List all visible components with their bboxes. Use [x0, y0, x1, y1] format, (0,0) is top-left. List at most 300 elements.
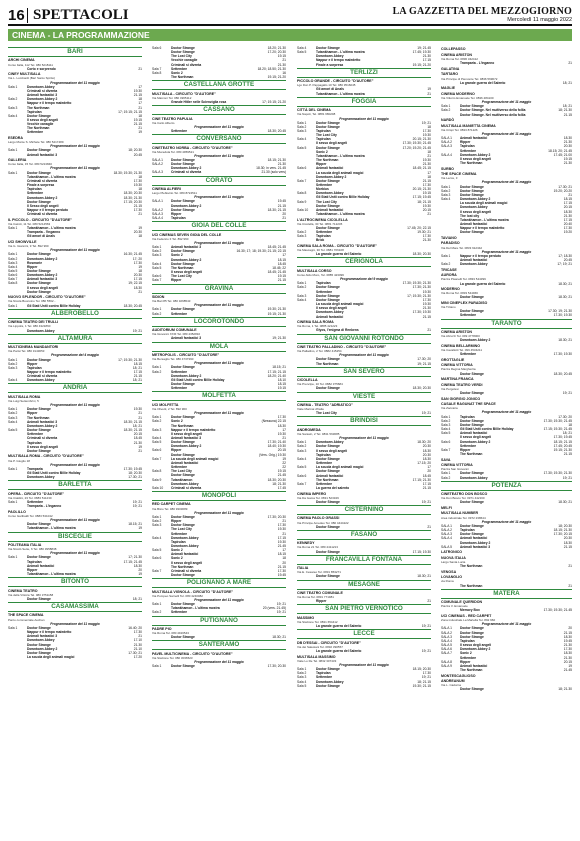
film-title: Tutankhamon - L'ultima mostra — [27, 226, 76, 231]
programme-heading: Programmazione del 11 maggio — [50, 462, 100, 467]
city-heading: SAN SEVERO — [297, 367, 431, 377]
showtimes: 21.30 — [422, 162, 431, 167]
showtimes: 21.15 — [133, 122, 142, 127]
programme-heading: Programmazione del 11 maggio — [50, 518, 100, 523]
film-title: La grande guerra del Salento — [460, 80, 506, 85]
showtime-row — [152, 573, 286, 577]
film-title: Doctor Strange — [460, 188, 484, 193]
film-title: La scuola degli animali magici — [27, 655, 75, 659]
cinema-name: MULTISALA VIGNOLA - CIRCUITO "D'AUTORE" — [152, 589, 234, 594]
showtimes: 17.30; 20.15 — [553, 532, 572, 537]
screen-label: Sala 7 — [297, 481, 307, 486]
showtimes: 19.30 — [133, 183, 142, 188]
screen-label: Sala 2 — [152, 610, 162, 615]
screen-label: Sala 4 — [152, 261, 162, 266]
film-title: Doctor Strange — [171, 157, 195, 162]
showtimes: 19 — [138, 444, 142, 449]
film-title: Gli amori di Anaïs — [27, 234, 55, 239]
screen-label: Sala 1 — [8, 148, 18, 153]
screen-label: Sala 4 — [8, 419, 18, 424]
cinema-name: THE SPACE CINEMA — [441, 172, 477, 177]
city-heading: MESAGNE — [297, 580, 431, 590]
film-title: The Northman — [171, 564, 194, 569]
showtimes: 17.45; 21.00 — [553, 152, 572, 157]
screen-label — [441, 608, 458, 612]
showtimes: 18 — [138, 187, 142, 192]
screen-label: Sala 5 — [152, 440, 162, 445]
showtimes: 17.15; 21.45 — [123, 559, 142, 564]
screen-label — [297, 411, 314, 415]
screen-label: SALA 4 — [152, 216, 163, 221]
film-title: Doctor Strange — [171, 452, 195, 457]
film-title: Doctor Strange — [316, 120, 340, 125]
page-number: 16 — [8, 7, 25, 24]
cinema-name: CITTÀ DEL CINEMA — [297, 108, 331, 113]
film-title: Tapirulan — [460, 144, 475, 149]
cinema-address: Via Olivetti, 2 Tel. 892 960 — [152, 406, 187, 411]
showtime-row — [441, 452, 572, 456]
film-title: Settembre — [316, 183, 333, 187]
showtimes: 19 — [138, 226, 142, 231]
screen-label — [8, 329, 25, 333]
showtimes: 19 — [568, 663, 572, 668]
cinema-name: CINEMA ARISTON — [441, 330, 473, 335]
screen-label: SALA 1 — [441, 136, 452, 141]
cinema-name: SURBO — [441, 166, 454, 171]
screen-label: Sala 4 — [152, 535, 162, 540]
showtimes: 18.30; 21.15 — [123, 419, 142, 424]
showtimes: 18; 21.30 — [558, 687, 572, 692]
showtimes: 17.30; 20.30 — [267, 514, 286, 519]
film-title: Gli amori di Anaïs — [316, 87, 344, 92]
film-title: The Lost City — [171, 469, 192, 474]
screen-label: SALA 3 — [441, 532, 452, 537]
film-title: Doctor Strange — [171, 415, 195, 420]
film-title: Downtown Abbey 2 — [27, 97, 58, 102]
cinema-name: ANDROMEDA — [297, 427, 321, 432]
screen-label: Sala 1 — [8, 303, 18, 308]
cinema-name: PAOLILLO — [8, 509, 26, 514]
film-title: Doctor Strange — [27, 596, 51, 601]
film-title: Downtown Abbey 2 — [171, 373, 202, 378]
screen-label — [8, 153, 25, 157]
showtimes: 20.30 — [422, 444, 431, 449]
showtimes: 17.30; 21.40 — [267, 440, 286, 445]
showtimes: 18.15 — [277, 257, 286, 262]
film-title: Doctor Strange — [171, 307, 195, 312]
cinema-address: Largo Plebiscito Tel. 080 8724511 — [152, 191, 197, 196]
film-title: Memory Box — [460, 608, 480, 613]
programme-heading: Programmazione del 11 maggio — [194, 510, 244, 515]
city-heading: MATERA — [441, 589, 572, 599]
showtimes: 19.30 — [277, 431, 286, 436]
screen-label: Sala 1 — [297, 667, 307, 672]
film-title: Downtown Abbey — [27, 638, 55, 643]
cinema-name: MELFI — [441, 505, 452, 510]
showtimes: 18.30; 20.45 — [123, 303, 142, 308]
film-title: Criminali si diventa — [171, 62, 202, 67]
showtimes: 21.30 — [422, 238, 431, 243]
showtimes: 19.15; 21.20 — [412, 62, 431, 67]
screen-label: Sala 1 — [8, 500, 18, 505]
showtimes: 17 — [282, 548, 286, 553]
screen-label: Sala 5 — [297, 465, 307, 470]
showtimes: 20.30 — [422, 452, 431, 457]
film-title: Animali fantastici 3 — [27, 93, 58, 98]
showtimes: 18; 20.30 — [128, 148, 142, 153]
showtimes: 17.20; 20.30 — [267, 50, 286, 55]
cinema-address: Via Roma Tel. 080 4916543 — [152, 631, 189, 636]
cinema-name: CINEMA PAOLO GRASSI — [297, 516, 340, 521]
screen-label: Sala 3 — [8, 105, 18, 110]
showtimes: 19.30 — [133, 88, 142, 93]
showtimes: 17; 19.30; 21.30 — [118, 357, 142, 362]
film-title: Sonic 2 — [171, 548, 183, 553]
cinema-name: MULTICINEMA MANDANTORI — [8, 345, 59, 350]
screen-label: Sala 1 — [152, 245, 162, 250]
screen-label — [8, 67, 25, 71]
cinema-name: CINETEATRO NORBA - CIRCUITO "D'AUTORE" — [152, 145, 233, 150]
showtime-row — [441, 476, 572, 480]
showtimes: 18.30; 21.15 — [267, 207, 286, 212]
film-title: Downtown Abbey — [460, 205, 488, 210]
showtimes: 21.30 — [563, 643, 572, 648]
screen-label — [152, 573, 169, 577]
cinema-address: Via Bixio Tel. 080 9303089 — [152, 506, 188, 511]
showtimes: 18.15; 21.30 — [553, 528, 572, 533]
film-title: Doctor Strange — [316, 285, 340, 290]
film-title: Doctor Strange — [316, 499, 340, 504]
screen-label — [297, 252, 314, 256]
cinema-name: CINEMA VITTORIA — [441, 363, 473, 368]
showtimes: 20.15 — [133, 432, 142, 437]
cinema-name: L'ALTROCINEMA CICOLELLA — [297, 217, 348, 222]
film-title: Sonic 2 — [171, 419, 183, 424]
showtimes: 19; 21 — [132, 328, 142, 333]
showtimes: 20.30 — [133, 273, 142, 278]
film-title: Finale a sorpresa — [27, 183, 55, 188]
film-title: Doctor Strange — [27, 170, 51, 175]
film-title: Doctor Strange — [171, 46, 195, 50]
screen-label — [441, 230, 458, 234]
showtime-row — [152, 129, 286, 133]
city-heading: CASTELLANA GROTTE — [152, 80, 286, 90]
programme-heading: Programmazione del 11 maggio — [50, 403, 100, 408]
film-title: Il Sesso degli angeli — [27, 203, 59, 208]
cinema-name: CINEMA BELLARMINO — [441, 343, 480, 348]
film-title: Corto e sorprendo — [27, 66, 56, 71]
showtimes: 21 — [138, 415, 142, 420]
showtimes: 17; 19.15; 21.15 — [118, 109, 142, 114]
showtimes: 17.30; 19; 21.30 — [548, 309, 572, 314]
cinema-name: GALATINA — [441, 66, 460, 71]
showtimes: 19; 22.15 — [128, 281, 142, 286]
screen-label: Sala 2 — [152, 249, 162, 254]
showtimes: 21 — [138, 66, 142, 71]
film-title: Morbius — [316, 187, 329, 192]
film-title: Tutankhamon - L'ultima mostra — [27, 526, 76, 531]
showtimes: 20.15; 21.30 — [412, 187, 431, 192]
screen-label: Sala 4 — [297, 46, 307, 50]
showtime-row — [152, 486, 286, 490]
film-title: The Northman — [460, 564, 483, 569]
programme-heading: Programmazione del 11 maggio — [194, 240, 244, 245]
screen-label — [441, 81, 458, 85]
screen-label: Sala 3 — [152, 253, 162, 258]
film-title: The Lost City — [171, 54, 192, 59]
screen-label: Sala 6 — [297, 166, 307, 171]
film-title: Settembre — [27, 432, 44, 437]
film-title: Settembre — [171, 369, 188, 374]
film-title: Tutankhamon - L'ultima mostra — [171, 606, 220, 611]
film-title: Animali fantastici — [460, 536, 488, 541]
cinema-name: CINEMA MODERNO — [441, 91, 475, 96]
showtimes: 20 — [427, 469, 431, 474]
film-title: Settembre — [460, 352, 477, 357]
screen-label: Sala 1 — [8, 407, 18, 412]
film-title: Doctor Strange — [27, 269, 51, 273]
cinema-name: RED CARPET CINEMA — [152, 502, 191, 507]
showtimes: 20 — [568, 626, 572, 631]
film-title: Criminali si diventa — [171, 568, 202, 573]
screen-label: SALA 3 — [441, 144, 452, 149]
film-title: Tapirulan — [27, 440, 42, 445]
showtimes: 20.15 — [422, 207, 431, 212]
showtimes: 21.10 — [133, 646, 142, 651]
film-title: La scuola degli animali magici — [171, 456, 219, 461]
cinema-address: Via Principe Amedeo Tel. 080 4444222 — [297, 520, 349, 525]
film-title: The Northman — [27, 105, 50, 110]
cinema-address: Corso Aldo Moro, Tel. 0885 423096 — [297, 272, 344, 277]
showtime-row — [152, 635, 286, 639]
showtimes: 19 — [138, 264, 142, 269]
screen-label: Sala 6 — [152, 556, 162, 561]
showtimes: 20.45 — [133, 152, 142, 157]
showtimes: 21 — [282, 519, 286, 524]
cinema-address: Via Pergolesi — [441, 386, 459, 391]
showtimes: 18.30; 21 — [558, 338, 572, 343]
cinema-name: DB D'ESSAI - CIRCUITO "D'AUTORE" — [297, 640, 361, 645]
film-title: Nappur e il tempo perduto — [27, 208, 69, 213]
film-title: The Northman — [460, 583, 483, 588]
showtimes: 18; 21 — [132, 596, 142, 601]
cinema-name: AUDITORIUM COMUNALE — [152, 328, 197, 333]
showtimes: 17.30; 20 — [558, 414, 572, 419]
screen-label — [8, 475, 25, 479]
film-title: The Lost City — [171, 274, 192, 279]
film-title: Doctor Strange — [27, 148, 51, 153]
film-title: Animali fantastici 3 — [171, 245, 202, 250]
screen-label — [8, 655, 25, 659]
film-title: The Lost City — [316, 133, 337, 138]
screen-label — [297, 212, 314, 216]
showtimes: 18.15; 21.30 — [267, 157, 286, 162]
showtimes: 21.30 — [133, 440, 142, 445]
film-title: Il sesso degli angeli — [460, 435, 492, 440]
showtimes: 17.15; 21.30 — [412, 477, 431, 482]
showtimes: 18 — [138, 174, 142, 179]
showtimes: 19; 21.15 — [417, 361, 431, 366]
screen-label — [8, 597, 25, 601]
showtimes: 18.45; 21.45 — [267, 245, 286, 250]
cinema-address: Piazza Regina Margherita — [441, 367, 476, 372]
film-title: Brick — [316, 238, 325, 243]
screen-label: Sala 6 — [441, 439, 451, 444]
showtimes: 20 — [282, 560, 286, 565]
screen-label — [8, 212, 25, 216]
film-title: Il sesso degli angeli — [460, 156, 492, 161]
showtime-row — [152, 386, 286, 390]
showtime-row — [297, 362, 431, 366]
film-title: Settembre — [171, 128, 188, 133]
cinema-name: ANDREANUM — [441, 679, 465, 684]
showtimes: 18.10 — [277, 377, 286, 382]
cinema-name: ESEDRA — [8, 135, 23, 140]
cinema-address: Viale Marinai d'Italia — [297, 407, 324, 412]
screen-label: Sala 3 — [297, 448, 307, 453]
showtime-row — [152, 100, 286, 104]
screen-label — [152, 635, 169, 639]
showtimes: 17.20; 19.20; 21.45 — [402, 145, 431, 150]
showtimes: 19.30; 21.15 — [412, 683, 431, 688]
showtimes: 18.15; 21.15 — [553, 439, 572, 444]
cinema-name: CINEMA - TEATRO "ADRIATICO" — [297, 402, 353, 407]
showtimes: 18.30 — [563, 634, 572, 639]
screen-label: Sala 1 — [152, 602, 162, 607]
film-title: Doctor Strange — [460, 295, 484, 300]
showtimes: 17.10 — [133, 638, 142, 643]
programme-heading: Programmazione del 11 maggio — [50, 80, 100, 85]
cinema-address: Via Bari 85 Tel. 080 3268543 — [152, 299, 191, 304]
showtimes: 19.15; 21.20 — [267, 75, 286, 80]
showtimes: 20 (vers. 21.45) — [262, 606, 286, 611]
showtimes: 20.15 — [277, 448, 286, 453]
cinema-address: Via Stazione Tel. 0831 654412 — [297, 620, 338, 625]
film-title: Sonic 2 — [171, 556, 183, 561]
programme-heading: Programmazione del 11 maggio — [50, 144, 100, 149]
film-title: Settembre — [316, 461, 333, 466]
film-title: Downtown Abbey 2 — [27, 646, 58, 651]
film-title: Downtown Abbey 2 — [460, 439, 491, 444]
showtimes: 20.40 — [563, 222, 572, 226]
film-title: Ripper — [460, 659, 471, 664]
cinema-address: Via Roma Tel. 0836 342412 — [441, 57, 478, 62]
issue-date: Mercoledì 11 maggio 2022 — [507, 17, 572, 23]
showtime-row — [441, 113, 572, 117]
screen-label — [297, 386, 314, 390]
screen-label: Sala 1 — [152, 365, 162, 370]
showtimes: 17; 19.30; 21.30 — [407, 293, 431, 298]
film-title: Il sesso degli angeli — [27, 285, 59, 290]
film-title: Doctor Strange — [171, 523, 195, 528]
showtimes: 17 — [282, 253, 286, 258]
showtime-row — [8, 504, 142, 508]
showtime-row — [297, 550, 431, 554]
showtimes: 21.15 — [133, 203, 142, 208]
showtime-row — [441, 391, 572, 395]
screen-label: SALA 1 — [152, 157, 163, 162]
showtimes: 17.30; 21 — [558, 184, 572, 189]
film-title: The Northman — [27, 126, 50, 131]
showtimes: 21.15 — [563, 451, 572, 456]
showtime-row — [152, 216, 286, 220]
showtimes: 17.30 — [422, 234, 431, 239]
showtimes: 19.30 — [422, 289, 431, 294]
cinema-address: Via P. Giuglio 18 — [8, 458, 30, 463]
showtimes: 17.30; 21 — [128, 475, 142, 480]
cinema-address: Piazza Pisanelli Tel. 0833 544399 — [441, 277, 486, 282]
film-title: Ripper — [27, 411, 38, 416]
cinema-address: Lgo Don P. Pappagallo 10 Tel. 080 3516045 — [297, 83, 356, 88]
film-title: Criminali si diventa — [27, 436, 58, 441]
city-heading: POLIGNANO A MARE — [152, 578, 286, 588]
showtimes: 17.15 — [422, 481, 431, 486]
film-title: Downtown Abbey 2 — [460, 540, 491, 545]
showtimes: 20.45 — [563, 258, 572, 263]
screen-label: Sala 3 — [441, 422, 451, 427]
film-title: La scuola degli animali magici — [316, 170, 364, 175]
film-title: Settembre — [316, 481, 333, 486]
film-title: Downtown Abbey — [316, 679, 344, 684]
film-title: Nappur e il tempo maledetto — [27, 630, 72, 635]
showtimes: 18.30; 19.30; 21.30 — [113, 170, 142, 175]
film-title: Settembre — [171, 311, 188, 316]
cinema-name: CINEMA VITTORIA — [441, 463, 473, 468]
screen-label: Sala 1 — [297, 281, 307, 286]
screen-label — [297, 649, 314, 653]
showtime-row — [297, 328, 431, 332]
showtime-row — [441, 338, 572, 342]
showtime-row — [8, 378, 142, 382]
film-title: Tutankhamon - L'ultima mostra — [316, 153, 365, 158]
film-title: Downtown Abbey 2 — [316, 174, 347, 179]
screen-label: Sala 3 — [297, 675, 307, 680]
cinema-name: CINEMA ALFIERI — [152, 187, 181, 191]
screen-label: Sala 4 — [8, 264, 18, 269]
screen-label — [8, 290, 25, 294]
programme-heading: Programmazione del 11 maggio — [194, 660, 244, 665]
showtimes: 18.45 — [133, 436, 142, 441]
screen-label: Sala 4 — [8, 378, 18, 383]
film-title: Doctor Strange — [316, 145, 340, 150]
showtimes: 17.30 — [133, 178, 142, 183]
showtime-row — [297, 252, 431, 256]
film-title: Ripper — [27, 264, 38, 269]
film-title: Tramparia - L'inganno — [27, 504, 62, 509]
showtimes: 18; 21 — [562, 431, 572, 436]
film-title: Doctor Strange — [460, 500, 484, 505]
newspaper-name: LA GAZZETTA DEL MEZZOGIORNO — [392, 6, 572, 17]
screen-label — [8, 130, 25, 134]
film-title: Doctor Strange — [171, 365, 195, 370]
film-title: Il sesso degli angeli — [460, 209, 492, 214]
film-title: Doctor Strange — [171, 573, 195, 578]
film-title: Settembre — [27, 130, 44, 135]
city-heading: ANDRIA — [8, 383, 142, 393]
city-heading: SAN GIOVANNI ROTONDO — [297, 334, 431, 344]
showtimes: 21 — [282, 531, 286, 536]
showtimes: 21 — [427, 328, 431, 333]
showtimes: 20.15 — [563, 659, 572, 664]
city-heading: FOGGIA — [297, 97, 431, 107]
film-title: Downtown Abbey — [460, 475, 488, 480]
screen-label: Sala 2 — [441, 108, 451, 113]
showtimes: 19.30; 21.30 — [267, 307, 286, 312]
programme-heading: Programmazione del 11 maggio — [339, 662, 389, 667]
cinema-name: CINEMA TEATRO — [8, 588, 38, 593]
film-title: Doctor Strange — [171, 440, 195, 445]
screen-label — [152, 386, 169, 390]
